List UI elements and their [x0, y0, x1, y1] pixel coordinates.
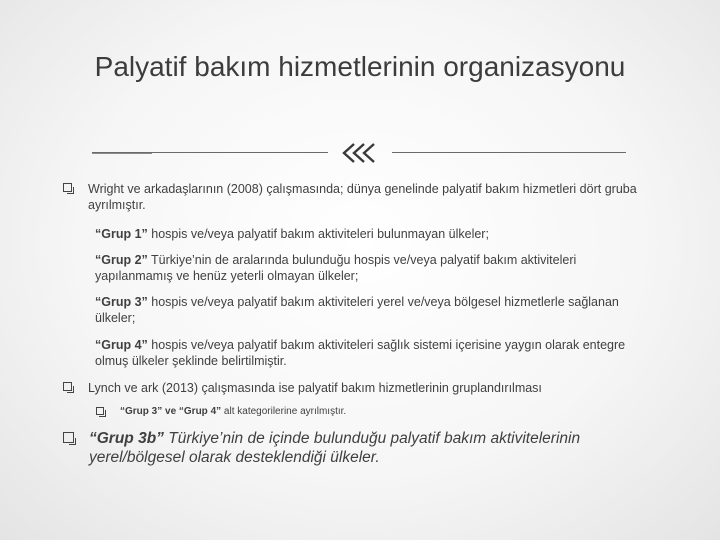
group-4-item — [95, 337, 655, 369]
group-label: “Grup 4” — [95, 338, 148, 352]
group-label: “Grup 3” — [95, 295, 148, 309]
checkbox-square-icon — [96, 407, 104, 415]
group-text: Türkiye’nin de aralarında bulunduğu hospis ve/veya palyatif bakım aktiviteleri yapılanmamış ve henüz yeterli olmayan ülkeler; — [95, 253, 577, 283]
bullet-text: Lynch ve ark (2013) çalışmasında ise palyatif bakım hizmetlerinin gruplandırılması — [88, 381, 542, 395]
group-text: hospis ve/veya palyatif bakım aktiviteleri sağlık sistemi içerisine yaygın olarak entegre olmuş ülkeler şeklinde belirtilmiştir. — [95, 338, 626, 368]
checkbox-square-icon — [63, 432, 74, 443]
sub-bullet-label: “Grup 3” ve “Grup 4” — [120, 406, 222, 417]
slide-title: Palyatif bakım hizmetlerinin organizasyonu — [94, 51, 626, 82]
title-divider-right — [392, 152, 626, 153]
group-1-item — [95, 226, 655, 242]
three-chevrons-left-icon — [334, 140, 388, 166]
group-3-item — [95, 294, 655, 326]
group-2-item — [95, 252, 655, 284]
checkbox-square-icon — [63, 382, 72, 391]
sub-bullet-rest: alt kategorilerine ayrılmıştır. — [221, 406, 347, 417]
last-bullet-text — [89, 429, 649, 467]
last-bullet-rest: Türkiye’nin de içinde bulunduğu palyatif bakım aktivitelerinin yerel/bölgesel olarak desteklendiği ülkeler. — [89, 430, 581, 466]
last-bullet-label: “Grup 3b” — [89, 430, 164, 447]
group-label: “Grup 1” — [95, 227, 148, 241]
group-text: hospis ve/veya palyatif bakım aktiviteleri yerel ve/veya bölgesel hizmetlerle sağlanan ülkeler; — [95, 295, 619, 325]
group-text: hospis ve/veya palyatif bakım aktiviteleri bulunmayan ülkeler; — [147, 227, 489, 241]
bullet-text: Wright ve arkadaşlarının (2008) çalışmasında; dünya genelinde palyatif bakım hizmetleri dört gruba ayrılmıştır. — [88, 182, 637, 212]
sub-bullet-text — [120, 405, 640, 418]
title-divider-left-accent — [92, 153, 152, 154]
checkbox-square-icon — [63, 183, 72, 192]
group-label: “Grup 2” — [95, 253, 148, 267]
